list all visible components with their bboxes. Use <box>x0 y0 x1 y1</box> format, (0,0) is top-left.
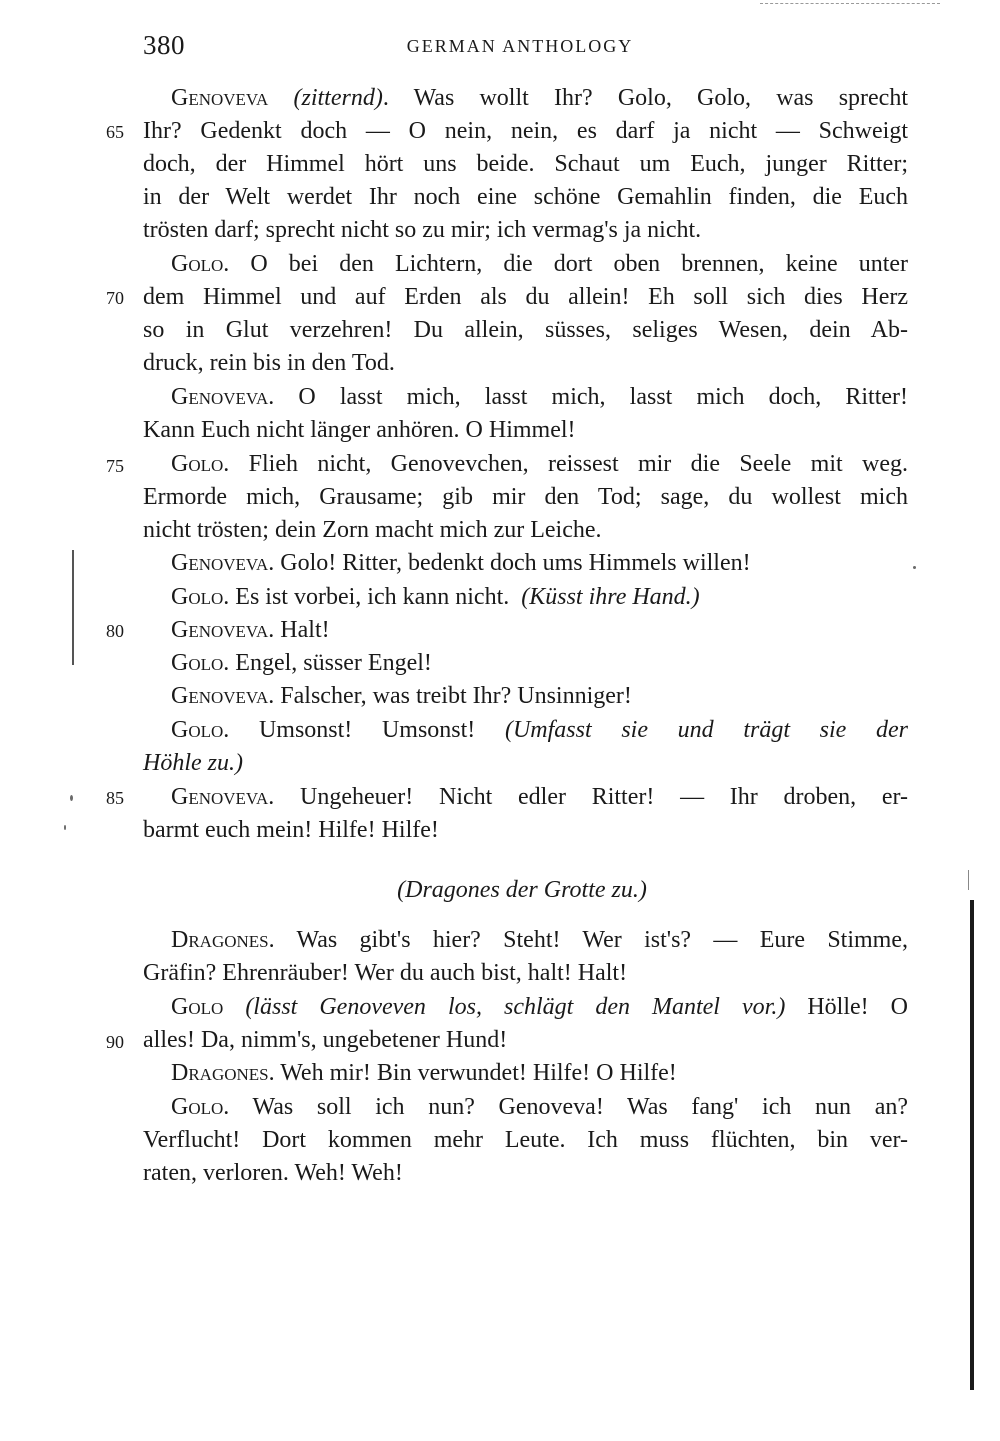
text-line: barmt euch mein! Hilfe! Hilfe! <box>143 817 439 843</box>
line-text: . Engel, süsser Engel! <box>223 650 432 676</box>
line-number: 80 <box>106 621 124 641</box>
text-line: trösten darf; sprecht nicht so zu mir; ich vermag's ja nicht. <box>143 217 702 243</box>
speaker-name: Golo <box>171 584 224 610</box>
speaker-name: Golo <box>171 994 224 1020</box>
text-line <box>171 548 751 578</box>
speaker-name: Genoveva <box>171 550 269 576</box>
text-line <box>171 249 908 279</box>
scan-speck <box>64 825 66 830</box>
page-number: 380 <box>143 30 185 60</box>
scan-edge-border <box>970 900 974 1390</box>
text-line <box>143 748 243 778</box>
text-line: in der Welt werdet Ihr noch eine schöne Gemahlin finden, die Euch <box>143 184 908 210</box>
line-text: . Es ist vorbei, ich kann nicht. <box>223 584 510 610</box>
speaker-name: Genoveva <box>171 617 269 643</box>
line-text: . Was wollt Ihr? Golo, Golo, was sprecht <box>382 85 909 111</box>
stage-direction-inline: (lässt Genoveven los, schlägt den Mantel vor.) <box>245 994 786 1020</box>
text-line: alles! Da, nimm's, ungebetener Hund! <box>143 1027 508 1053</box>
text-line <box>171 1092 908 1122</box>
stage-direction-inline: (Umfasst sie und trägt sie der <box>504 717 908 743</box>
speaker-name: Dragones <box>171 927 269 953</box>
stage-direction-text: (Dragones der Grotte zu.) <box>397 877 647 903</box>
line-text: . Weh mir! Bin verwundet! Hilfe! O Hilfe! <box>268 1060 677 1086</box>
text-line <box>171 992 908 1022</box>
text-line <box>171 648 432 678</box>
speaker-name: Genoveva <box>171 85 269 111</box>
line-number: 85 <box>106 788 124 808</box>
text-line <box>171 449 908 479</box>
text-line: Ermorde mich, Grausame; gib mir den Tod; sage, du wollest mich <box>143 484 908 510</box>
text-line: Ihr? Gedenkt doch — O nein, nein, es darf ja nicht — Schweigt <box>143 118 908 144</box>
text-line <box>171 782 908 812</box>
speaker-name: Genoveva <box>171 784 269 810</box>
stage-direction-inline: (zitternd) <box>293 85 383 111</box>
text-line <box>171 615 330 645</box>
text-line <box>171 925 908 955</box>
text-line: Gräfin? Ehrenräuber! Wer du auch bist, halt! Halt! <box>143 960 628 986</box>
text-line: druck, rein bis in den Tod. <box>143 350 395 376</box>
scan-edge-mark <box>968 870 969 890</box>
line-text: . Was soll ich nun? Genoveva! Was fang' ich nun an? <box>223 1094 908 1120</box>
text-line <box>171 1058 677 1088</box>
text-line: nicht trösten; dein Zorn macht mich zur Leiche. <box>143 517 602 543</box>
line-number: 75 <box>106 456 124 476</box>
stage-direction-inline: Höhle zu.) <box>143 750 243 776</box>
line-text: . Halt! <box>268 617 330 643</box>
margin-pencil-line <box>72 550 74 665</box>
speaker-name: Golo <box>171 251 224 277</box>
speaker-name: Dragones <box>171 1060 269 1086</box>
speaker-name: Golo <box>171 650 224 676</box>
text-line: Verflucht! Dort kommen mehr Leute. Ich muss flüchten, bin ver- <box>143 1127 908 1153</box>
line-text: . Was gibt's hier? Steht! Wer ist's? — Eure Stimme, <box>268 927 908 953</box>
text-line: so in Glut verzehren! Du allein, süsses, seliges Wesen, dein Ab- <box>143 317 908 343</box>
text-line <box>171 715 908 745</box>
text-line: doch, der Himmel hört uns beide. Schaut um Euch, junger Ritter; <box>143 151 908 177</box>
running-head: GERMAN ANTHOLOGY <box>406 36 634 56</box>
line-text: . O bei den Lichtern, die dort oben brennen, keine unter <box>223 251 908 277</box>
stage-direction-inline: (Küsst ihre Hand.) <box>521 584 700 610</box>
line-text: . O lasst mich, lasst mich, lasst mich doch, Ritter! <box>268 384 908 410</box>
speaker-name: Genoveva <box>171 683 269 709</box>
speaker-name: Genoveva <box>171 384 269 410</box>
text-line: dem Himmel und auf Erden als du allein! Eh soll sich dies Herz <box>143 284 908 310</box>
text-line: Kann Euch nicht länger anhören. O Himmel! <box>143 417 576 443</box>
line-text: Hölle! O <box>785 994 908 1020</box>
line-number: 90 <box>106 1032 124 1052</box>
text-line: raten, verloren. Weh! Weh! <box>143 1160 403 1186</box>
line-text: . Golo! Ritter, bedenkt doch ums Himmels willen! <box>268 550 751 576</box>
speaker-name: Golo <box>171 1094 224 1120</box>
text-line <box>171 681 632 711</box>
scan-speck <box>70 795 73 801</box>
speaker-name: Golo <box>171 717 224 743</box>
speaker-name: Golo <box>171 451 224 477</box>
line-number: 70 <box>106 288 124 308</box>
line-text: . Ungeheuer! Nicht edler Ritter! — Ihr droben, er- <box>268 784 908 810</box>
text-line <box>171 382 908 412</box>
line-text: . Flieh nicht, Genovevchen, reissest mir die Seele mit weg. <box>223 451 908 477</box>
line-text: . Umsonst! Umsonst! <box>223 717 476 743</box>
text-line <box>171 83 908 113</box>
line-text: . Falscher, was treibt Ihr? Unsinniger! <box>268 683 632 709</box>
stage-direction <box>0 875 1000 905</box>
scan-artifact <box>760 3 940 6</box>
line-number: 65 <box>106 122 124 142</box>
scan-speck <box>913 566 916 569</box>
text-line <box>171 582 700 612</box>
